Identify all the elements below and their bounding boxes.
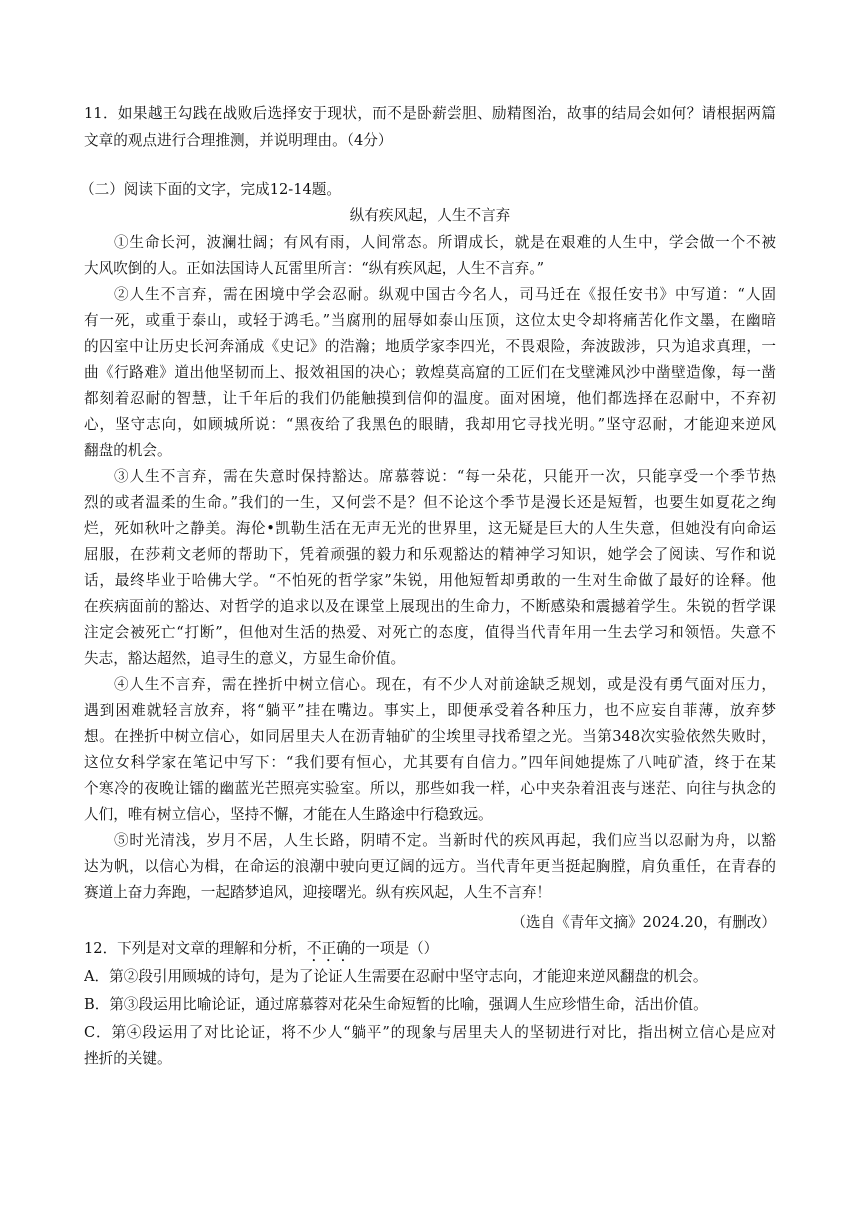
- q12-option-a: A．第②段引用顾城的诗句，是为了论证人生需要在忍耐中坚守志向，才能迎来逆风翻盘的机会。: [84, 968, 708, 985]
- section-intro: （二）阅读下面的文字，完成12-14题。: [80, 181, 341, 198]
- q12-stem-before: 12．下列是对文章的理解和分析，: [84, 940, 307, 957]
- p2-line-6: 心，坚守志向，如顾城所说：“黑夜给了我黑色的眼睛，我却用它寻找光明。”坚守忍耐，才能迎来逆风: [84, 416, 776, 433]
- p3-line-4: 屈服，在莎莉文老师的帮助下，凭着顽强的毅力和乐观豁达的精神学习知识，她学会了阅读、写作和说: [84, 546, 776, 563]
- p2-line-2: 有一死，或重于泰山，或轻于鸿毛。”当腐刑的屈辱如泰山压顶，这位太史令却将痛苦化作文墨，在幽暗: [84, 312, 776, 329]
- p5-line-3: 赛道上奋力奔跑，一起踏梦追风，迎接曙光。纵有疾风起，人生不言弃！: [84, 884, 552, 901]
- p3-line-3: 烂，死如秋叶之静美。海伦•凯勒生活在无声无光的世界里，这无疑是巨大的人生失意，但她没有向命运: [84, 520, 776, 537]
- p1-line-1: ①生命长河，波澜壮阔；有风有雨，人间常态。所谓成长，就是在艰难的人生中，学会做一个不被: [114, 234, 776, 251]
- p2-line-3: 的囚室中让历史长河奔涌成《史记》的浩瀚；地质学家李四光，不畏艰险，奔波跋涉，只为追求真理，一: [84, 338, 776, 355]
- p4-line-1: ④人生不言弃，需在挫折中树立信心。现在，有不少人对前途缺乏规划，或是没有勇气面对压力，: [114, 676, 776, 693]
- article-source: （选自《青年文摘》2024.20，有删改）: [511, 914, 776, 931]
- p3-line-6: 在疾病面前的豁达、对哲学的追求以及在课堂上展现出的生命力，不断感染和震撼着学生。朱锐的哲学课: [84, 598, 776, 615]
- p4-line-6: 人们，唯有树立信心，坚持不懈，才能在人生路途中行稳致远。: [84, 806, 493, 823]
- q11-line-2: 文章的观点进行合理推测，并说明理由。（4分）: [84, 132, 393, 149]
- q12-option-b: B．第③段运用比喻论证，通过席慕蓉对花朵生命短暂的比喻，强调人生应珍惜生命，活出价值。: [84, 996, 708, 1013]
- q12-stem-emphasis: 不正确: [306, 940, 351, 957]
- p4-line-2: 遇到困难就轻言放弃，将“躺平”挂在嘴边。事实上，即便承受着各种压力，也不应妄自菲薄，放弃梦: [84, 702, 776, 719]
- p2-line-5: 都刻着忍耐的智慧，让千年后的我们仍能触摸到信仰的温度。面对困境，他们都选择在忍耐中，不弃初: [84, 390, 776, 407]
- p4-line-3: 想。在挫折中树立信心，如同居里夫人在沥青轴矿的尘埃里寻找希望之光。当第348次实验依然失败时，: [84, 728, 776, 745]
- q12-option-c-line-2: 挫折的关键。: [84, 1050, 172, 1067]
- q12-option-c-line-1: C．第④段运用了对比论证，将不少人“躺平”的现象与居里夫人的坚韧进行对比，指出树立信心是应对: [84, 1024, 776, 1041]
- p3-line-2: 烈的或者温柔的生命。”我们的一生，又何尝不是？但不论这个季节是漫长还是短暂，也要生如夏花之绚: [84, 494, 776, 511]
- p3-line-8: 失志，豁达超然，追寻生的意义，方显生命价值。: [84, 650, 406, 667]
- p5-line-1: ⑤时光清浅，岁月不居，人生长路，阴晴不定。当新时代的疾风再起，我们应当以忍耐为舟，以豁: [114, 832, 776, 849]
- p1-line-2: 大风吹倒的人。正如法国诗人瓦雷里所言：“纵有疾风起，人生不言弃。”: [84, 260, 545, 277]
- q12-stem: [84, 939, 776, 965]
- p4-line-5: 个寒冷的夜晚让镭的幽蓝光芒照亮实验室。所以，那些如我一样，心中夹杂着沮丧与迷茫、向往与执念的: [84, 780, 776, 797]
- p3-line-1: ③人生不言弃，需在失意时保持豁达。席慕蓉说：“每一朵花，只能开一次，只能享受一个季节热: [114, 468, 776, 485]
- q11-line-1: 11．如果越王勾践在战败后选择安于现状，而不是卧薪尝胆、励精图治，故事的结局会如何？请根据两篇: [84, 105, 776, 122]
- p2-line-4: 曲《行路难》道出他坚韧而上、报效祖国的决心；敦煌莫高窟的工匠们在戈壁滩风沙中凿壁造像，每一凿: [84, 364, 776, 381]
- q12-stem-after: 的一项是（）: [350, 940, 439, 957]
- p4-line-4: 这位女科学家在笔记中写下：“我们要有恒心，尤其要有自信力。”四年间她提炼了八吨矿渣，终于在某: [84, 754, 776, 771]
- p3-line-7: 注定会被死亡“打断”，但他对生活的热爱、对死亡的态度，值得当代青年用一生去学习和领悟。失意不: [84, 624, 776, 641]
- p2-line-1: ②人生不言弃，需在困境中学会忍耐。纵观中国古今名人，司马迁在《报任安书》中写道：“人固: [114, 286, 776, 303]
- p2-line-7: 翻盘的机会。: [84, 442, 172, 459]
- p5-line-2: 达为帆，以信心为楫，在命运的浪潮中驶向更辽阔的远方。当代青年更当挺起胸膛，肩负重任，在青春的: [84, 858, 776, 875]
- article-title: 纵有疾风起，人生不言弃: [349, 207, 511, 224]
- p3-line-5: 话，最终毕业于哈佛大学。“不怕死的哲学家”朱锐，用他短暂却勇敢的一生对生命做了最好的诠释。他: [84, 572, 776, 589]
